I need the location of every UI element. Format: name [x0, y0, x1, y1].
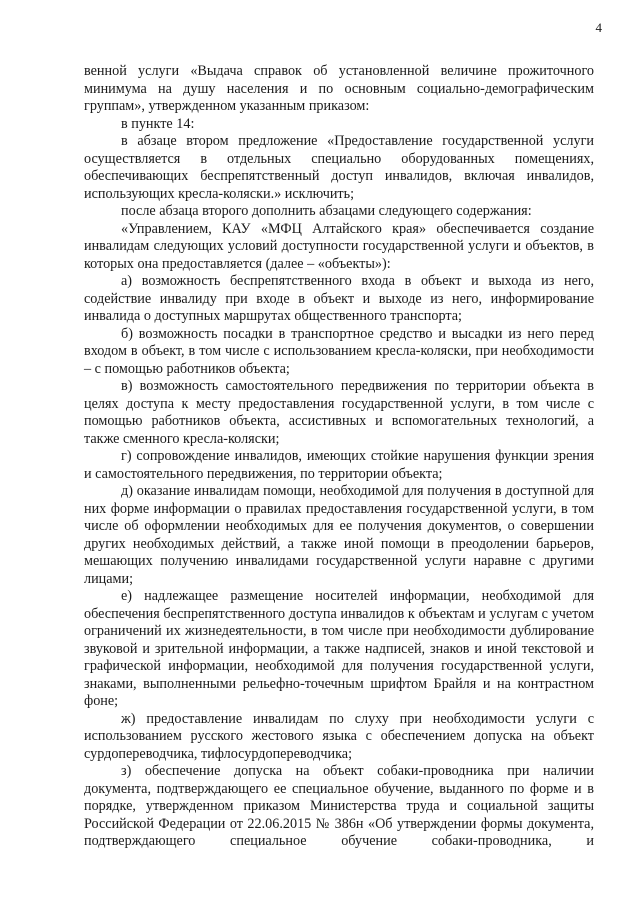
paragraph: в абзаце втором предложение «Предоставление государственной услуги осуществляется в отдельных специально оборудованных помещениях, обеспечивающих беспрепятственный доступ инвалидов, включая инвалидов, использующих кресла-коляски.» исключить; [84, 133, 594, 202]
paragraph: з) обеспечение допуска на объект собаки-проводника при наличии документа, подтверждающего ее специальное обучение, выданного по форме и в порядке, утвержденном приказом Министерства труда и социальной защиты Российской Федерации от 22.06.2015 № 386н «Об утверждении формы документа, подтверждающего специальное обучение собаки-проводника, и [84, 763, 594, 849]
paragraph: в) возможность самостоятельного передвижения по территории объекта в целях доступа к месту предоставления государственной услуги, в том числе с помощью работников объекта, ассистивных и вспомогательных технологий, а также сменного кресла-коляски; [84, 378, 594, 447]
paragraph: б) возможность посадки в транспортное средство и высадки из него перед входом в объект, в том числе с использованием кресла-коляски, при необходимости – с помощью работников объекта; [84, 325, 594, 377]
paragraph: а) возможность беспрепятственного входа в объект и выхода из него, содействие инвалиду при входе в объект и выходе из него, информирование инвалида о доступных маршрутах общественного транспорта; [84, 273, 594, 324]
paragraph: после абзаца второго дополнить абзацами следующего содержания: [121, 203, 532, 219]
document-body [84, 63, 594, 851]
paragraph: г) сопровождение инвалидов, имеющих стойкие нарушения функции зрения и самостоятельного передвижения, по территории объекта; [84, 448, 594, 482]
paragraph: в пункте 14: [121, 115, 195, 132]
paragraph: «Управлением, КАУ «МФЦ Алтайского края» обеспечивается создание инвалидам следующих условий доступности государственной услуги и объектов, в которых она предоставляется (далее – «объекты»): [84, 220, 594, 272]
page-number: 4 [595, 20, 602, 35]
paragraph: е) надлежащее размещение носителей информации, необходимой для обеспечения беспрепятственного доступа инвалидов к объектам и услугам с учетом ограничений их жизнедеятельности, в том числе при необходимости дублирование звуковой и зрительной информации, а также надписей, знаков и иной текстовой и графической информации, необходимой для получения государственной услуги, знаками, выполненными рельефно-точечным шрифтом Брайля и на контрастном фоне; [84, 588, 594, 709]
paragraph: д) оказание инвалидам помощи, необходимой для получения в доступной для них форме информации о правилах предоставления государственной услуги, в том числе об оформлении необходимых для ее получения документов, о совершении других необходимых действий, а также иной помощи в преодолении барьеров, мешающих получению инвалидами государственной услуги наравне с другими лицами; [84, 483, 594, 587]
paragraph: ж) предоставление инвалидам по слуху при необходимости услуги с использованием русского жестового языка с обеспечением допуска на объект сурдопереводчика, тифлосурдопереводчика; [84, 710, 594, 762]
paragraph: венной услуги «Выдача справок об установленной величине прожиточного минимума на душу населения и по основным социально-демографическим группам», утвержденном указанным приказом: [84, 63, 594, 114]
